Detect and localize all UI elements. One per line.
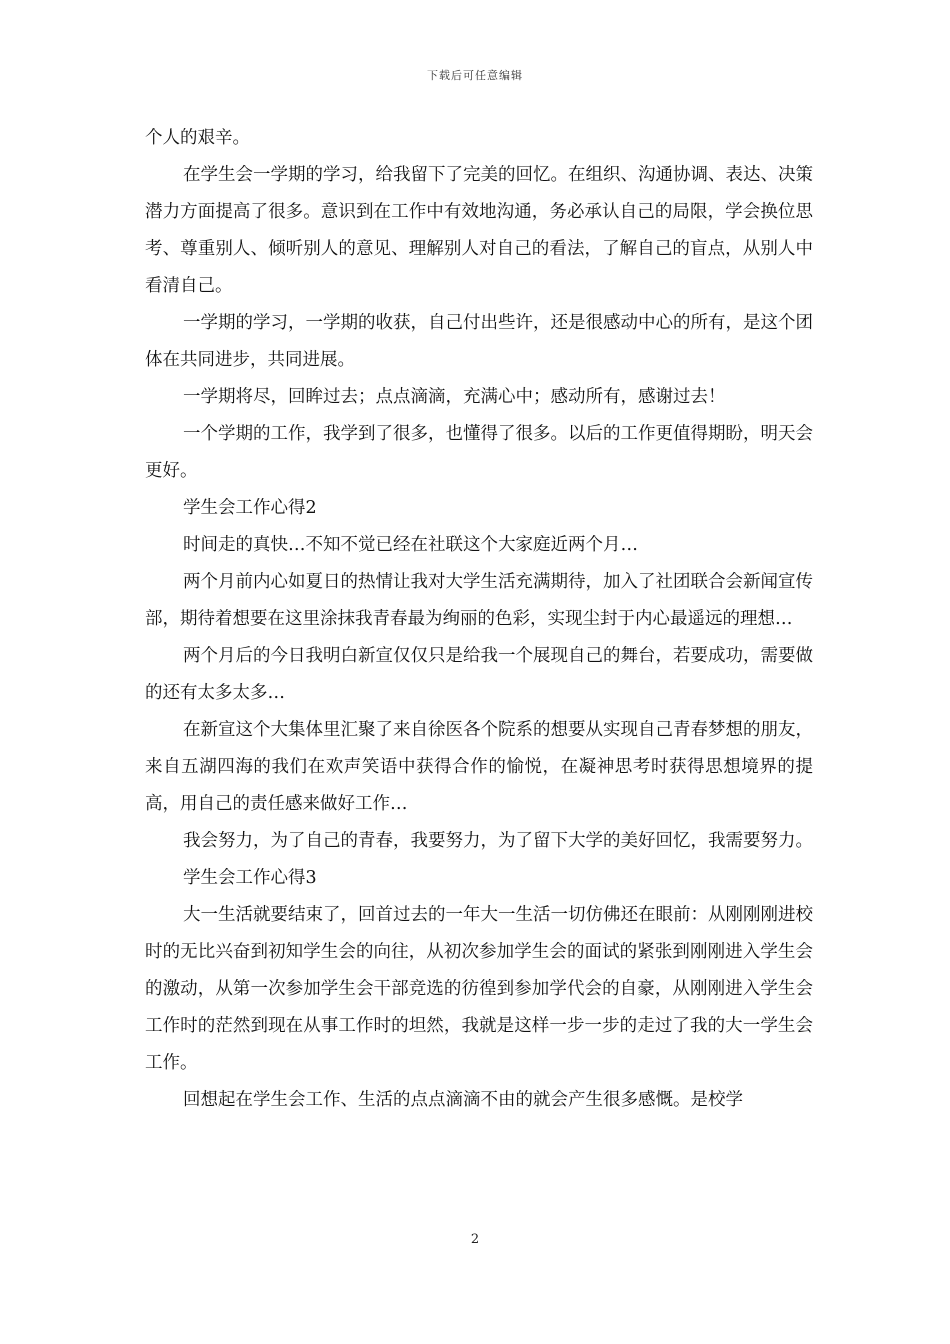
section-heading: 学生会工作心得2 (183, 498, 317, 518)
section-heading: 学生会工作心得3 (183, 868, 317, 888)
paragraph: 在学生会一学期的学习，给我留下了完美的回忆。在组织、沟通协调、表达、决策潜力方面提高了很多。意识到在工作中有效地沟通，务必承认自己的局限，学会换位思考、尊重别人、倾听别人的意见、理解别人对自己的看法，了解自己的盲点，从别人中看清自己。 (145, 165, 813, 296)
paragraph: 我会努力，为了自己的青春，我要努力，为了留下大学的美好回忆，我需要努力。 (183, 831, 813, 851)
paragraph: 在新宣这个大集体里汇聚了来自徐医各个院系的想要从实现自己青春梦想的朋友，来自五湖四海的我们在欢声笑语中获得合作的愉悦，在凝神思考时获得思想境界的提高，用自己的责任感来做好工作… (145, 720, 813, 814)
paragraph: 一学期将尽，回眸过去；点点滴滴，充满心中；感动所有，感谢过去！ (183, 387, 726, 407)
paragraph: 大一生活就要结束了，回首过去的一年大一生活一切仿佛还在眼前：从刚刚刚进校时的无比兴奋到初知学生会的向往，从初次参加学生会的面试的紧张到刚刚进入学生会的激动，从第一次参加学生会干部竞选的彷徨到参加学代会的自豪，从刚刚进入学生会工作时的茫然到现在从事工作时的坦然，我就是这样一步一步的走过了我的大一学生会工作。 (145, 905, 813, 1073)
document-body (145, 120, 813, 1119)
paragraph: 个人的艰辛。 (145, 128, 250, 148)
paragraph: 回想起在学生会工作、生活的点点滴滴不由的就会产生很多感慨。是校学 (183, 1090, 743, 1110)
page-number: 2 (470, 1232, 480, 1247)
page-header: 下载后可任意编辑 (427, 69, 523, 82)
paragraph: 两个月后的今日我明白新宣仅仅只是给我一个展现自己的舞台，若要成功，需要做的还有太多太多… (145, 646, 813, 703)
paragraph: 两个月前内心如夏日的热情让我对大学生活充满期待，加入了社团联合会新闻宣传部，期待着想要在这里涂抹我青春最为绚丽的色彩，实现尘封于内心最遥远的理想… (145, 572, 813, 629)
paragraph: 一学期的学习，一学期的收获，自己付出些许，还是很感动中心的所有，是这个团体在共同进步，共同进展。 (145, 313, 813, 370)
paragraph: 一个学期的工作，我学到了很多，也懂得了很多。以后的工作更值得期盼，明天会更好。 (145, 424, 813, 481)
paragraph: 时间走的真快…不知不觉已经在社联这个大家庭近两个月… (183, 535, 638, 555)
